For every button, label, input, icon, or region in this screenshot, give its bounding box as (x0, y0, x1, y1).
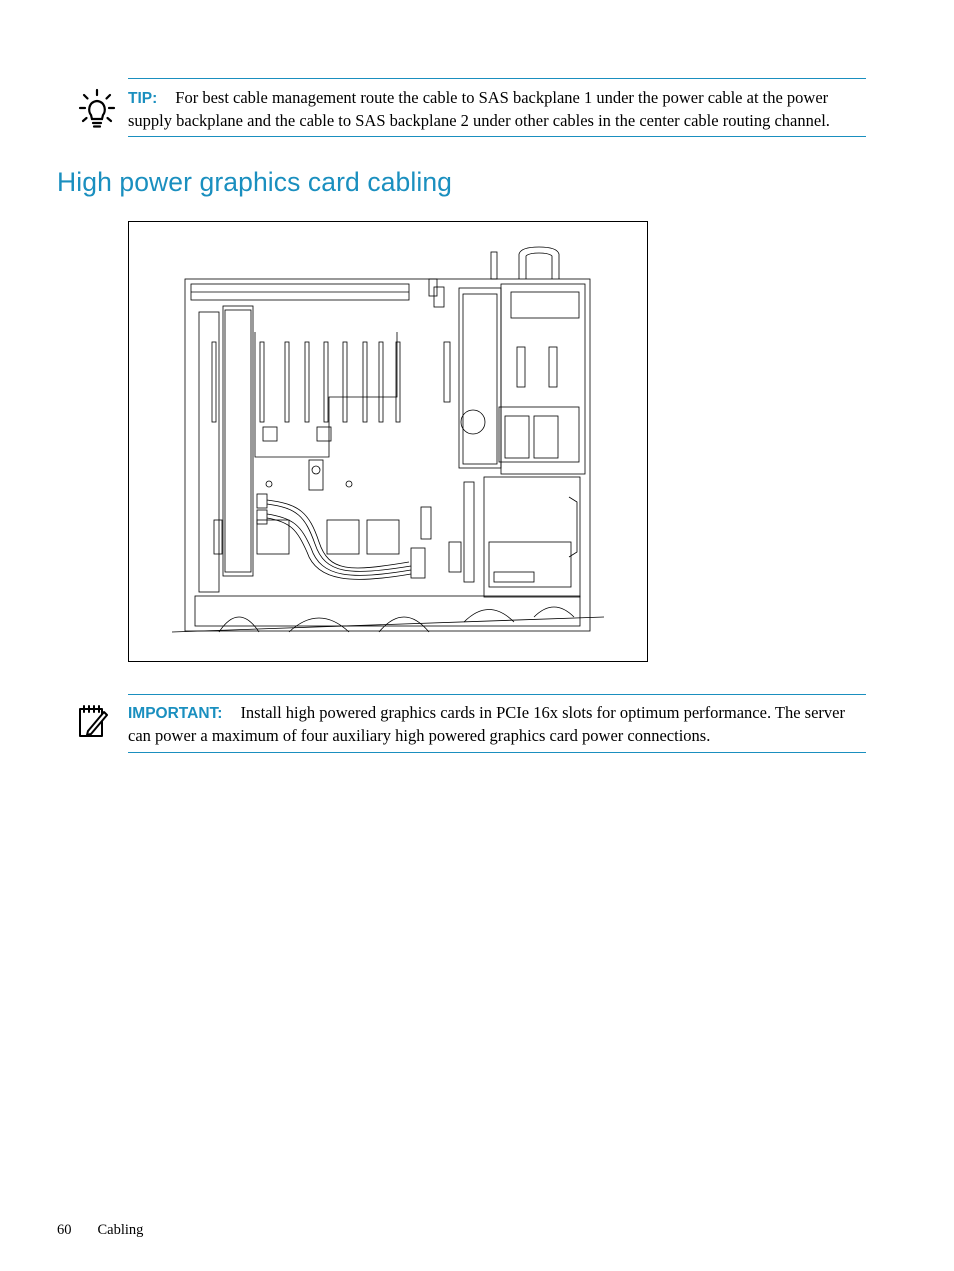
important-note (128, 694, 866, 753)
tip-label: TIP: (128, 90, 158, 107)
important-label: IMPORTANT: (128, 705, 223, 722)
page-number: 60 (57, 1222, 72, 1238)
lightbulb-icon (78, 88, 116, 128)
server-cabling-figure (128, 221, 648, 662)
notepad-pencil-icon (78, 704, 108, 738)
section-title: High power graphics card cabling (57, 167, 453, 197)
page-footer (57, 1222, 143, 1239)
chapter-name: Cabling (97, 1222, 144, 1238)
server-diagram (129, 222, 646, 660)
tip-note (128, 78, 866, 137)
important-text: Install high powered graphics cards in PCIe 16x slots for optimum performance. The server can power a maximum of four auxiliary high powered graphics card power connections. (128, 703, 845, 745)
tip-text: For best cable management route the cable to SAS backplane 1 under the power cable at the power supply backplane and the cable to SAS backplane 2 under other cables in the center cable routing channel. (128, 88, 830, 130)
